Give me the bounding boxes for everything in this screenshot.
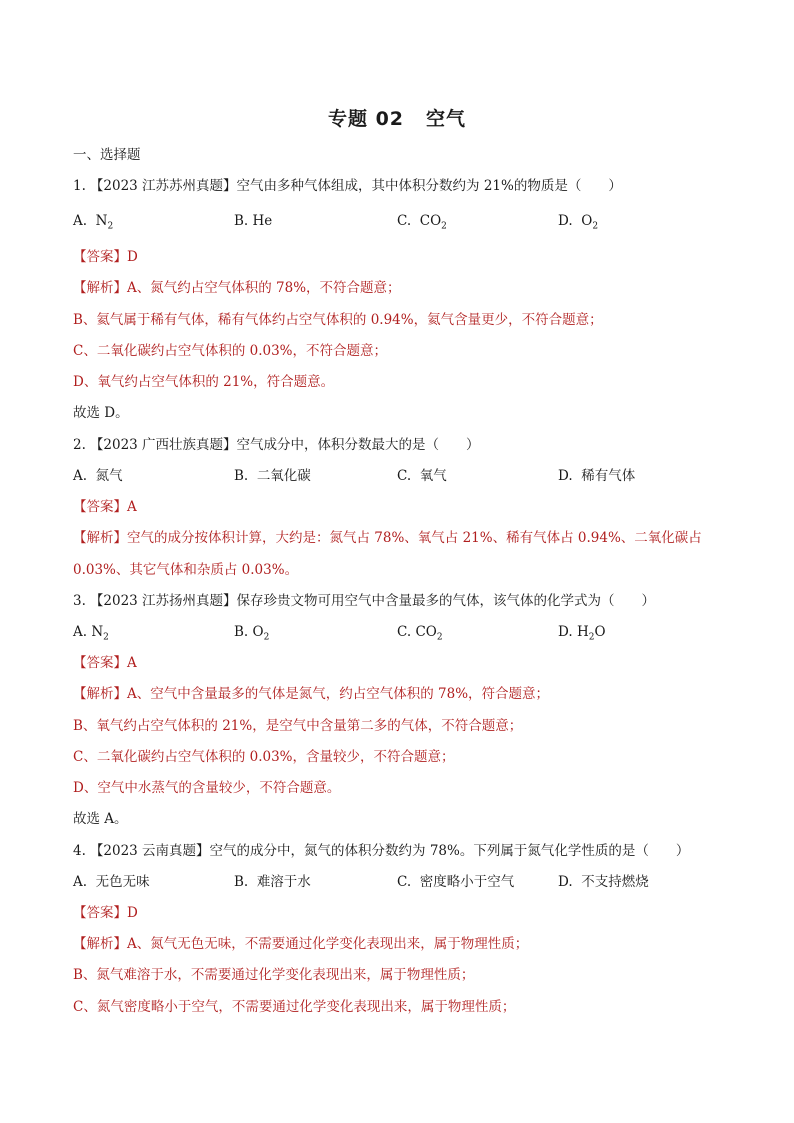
answer-line: 【答案】D	[73, 249, 138, 265]
analysis-line: 0.03%、其它气体和杂质占 0.03%。	[73, 562, 299, 578]
question-stem	[73, 177, 622, 195]
option-d: D. 不支持燃烧	[558, 874, 649, 890]
title-main: 专题 02	[327, 108, 405, 130]
analysis-line: 【解析】空气的成分按体积计算，大约是：氮气占 78%、氧气占 21%、稀有气体占 0.94%、二氧化碳占	[73, 530, 702, 546]
analysis-line: C、氮气密度略小于空气，不需要通过化学变化表现出来，属于物理性质；	[73, 999, 516, 1015]
answer-line: 【答案】D	[73, 905, 138, 921]
question-text: 【2023 江苏苏州真题】空气由多种气体组成，其中体积分数约为 21%的物质是（ ）	[89, 178, 622, 194]
conclusion-line: 故选 D。	[73, 405, 129, 421]
option-c: C. 密度略小于空气	[397, 874, 515, 890]
question-text: 【2023 江苏扬州真题】保存珍贵文物可用空气中含量最多的气体，该气体的化学式为（ ）	[89, 593, 656, 609]
option-b: B. He	[234, 213, 273, 229]
option-b: B. $O_2$	[234, 624, 270, 643]
analysis-line: 【解析】A、氮气约占空气体积的 78%，不符合题意；	[73, 280, 401, 296]
option-c: C. $CO_2$	[397, 624, 443, 643]
question-number: 1.	[73, 178, 86, 194]
analysis-line: 【解析】A、氮气无色无味，不需要通过化学变化表现出来，属于物理性质；	[73, 936, 529, 952]
option-c: C. 氧气	[397, 468, 447, 484]
option-a: A. $N_2$	[73, 213, 114, 232]
option-b: B. 难溶于水	[234, 874, 311, 890]
question-stem	[73, 592, 655, 610]
question-number: 3.	[73, 593, 86, 609]
section-heading: 一、选择题	[73, 147, 141, 163]
option-c: C. $CO_2$	[397, 213, 447, 232]
question-number: 4.	[73, 843, 86, 859]
question-stem	[73, 842, 689, 860]
analysis-line: C、二氧化碳约占空气体积的 0.03%，不符合题意；	[73, 343, 388, 359]
option-a: A. 氮气	[73, 468, 123, 484]
question-text: 【2023 广西壮族真题】空气成分中，体积分数最大的是（ ）	[89, 437, 480, 453]
analysis-line: C、二氧化碳约占空气体积的 0.03%，含量较少，不符合题意；	[73, 749, 455, 765]
analysis-line: B、氮气难溶于水，不需要通过化学变化表现出来，属于物理性质；	[73, 967, 475, 983]
option-a: A. $N_2$	[73, 624, 109, 643]
title-sub: 空气	[426, 108, 467, 130]
option-d: D. $O_2$	[558, 213, 599, 232]
analysis-line: D、空气中水蒸气的含量较少，不符合题意。	[73, 780, 341, 796]
question-stem	[73, 436, 480, 454]
analysis-line: D、氧气约占空气体积的 21%，符合题意。	[73, 374, 335, 390]
analysis-line: 【解析】A、空气中含量最多的气体是氮气，约占空气体积的 78%，符合题意；	[73, 686, 550, 702]
answer-line: 【答案】A	[73, 499, 137, 515]
question-text: 【2023 云南真题】空气的成分中，氮气的体积分数约为 78%。下列属于氮气化学性质的是（ ）	[89, 843, 690, 859]
analysis-line: B、氧气约占空气体积的 21%，是空气中含量第二多的气体，不符合题意；	[73, 718, 523, 734]
answer-line: 【答案】A	[73, 655, 137, 671]
analysis-line: B、氦气属于稀有气体，稀有气体约占空气体积的 0.94%，氦气含量更少，不符合题意；	[73, 312, 603, 328]
option-b: B. 二氧化碳	[234, 468, 311, 484]
option-d: D. $H_2O$	[558, 624, 606, 643]
page-title	[0, 104, 794, 131]
option-d: D. 稀有气体	[558, 468, 636, 484]
question-number: 2.	[73, 437, 86, 453]
conclusion-line: 故选 A。	[73, 811, 128, 827]
option-a: A. 无色无味	[73, 874, 150, 890]
